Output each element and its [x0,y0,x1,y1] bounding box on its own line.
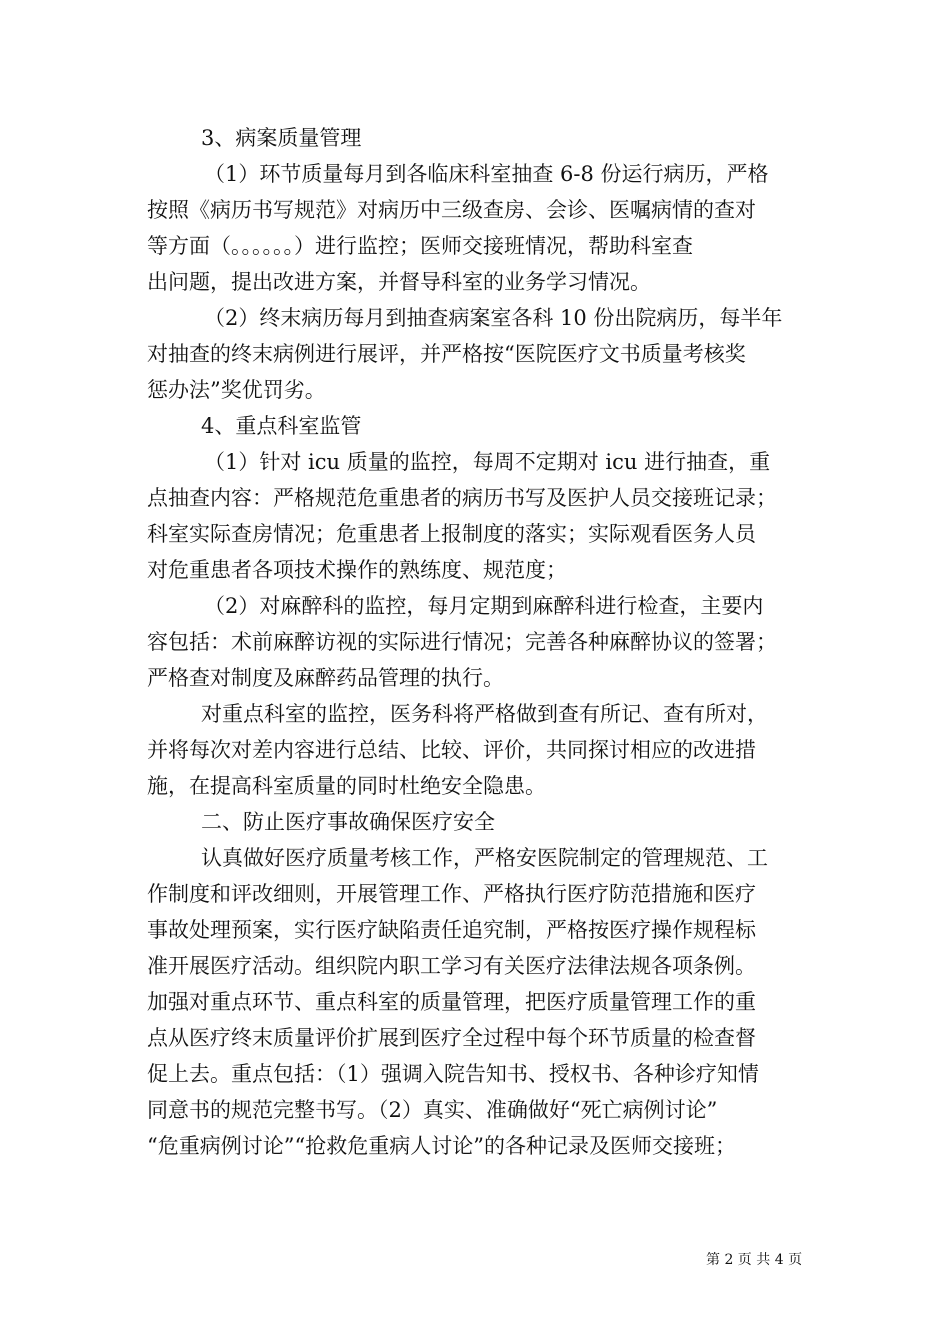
paragraph-line: “危重病例讨论”“抢救危重病人讨论”的各种记录及医师交接班； [147,1134,736,1158]
section-heading-3: 3、病案质量管理 [201,126,362,150]
paragraph-line: 等方面（。。。。。。）进行监控；医师交接班情况，帮助科室查 [147,234,693,258]
paragraph-line: 点从医疗终末质量评价扩展到医疗全过程中每个环节质量的检查督 [147,1026,756,1050]
paragraph-line: （1）环节质量每月到各临床科室抽查 6-8 份运行病历，严格 [204,162,769,186]
paragraph-line: 对抽查的终末病例进行展评，并严格按“医院医疗文书质量考核奖 [147,342,746,366]
paragraph-line: 同意书的规范完整书写。（2）真实、准确做好“死亡病例讨论” [147,1098,718,1122]
paragraph-line: 作制度和评改细则，开展管理工作、严格执行医疗防范措施和医疗 [147,882,756,906]
paragraph-line: 加强对重点环节、重点科室的质量管理，把医疗质量管理工作的重 [147,990,756,1014]
paragraph-line: 准开展医疗活动。组织院内职工学习有关医疗法律法规各项条例。 [147,954,756,978]
paragraph-line: 对重点科室的监控，医务科将严格做到查有所记、查有所对， [201,702,768,726]
paragraph-line: 出问题，提出改进方案，并督导科室的业务学习情况。 [147,270,651,294]
paragraph-line: 事故处理预案，实行医疗缺陷责任追究制，严格按医疗操作规程标 [147,918,756,942]
paragraph-line: 对危重患者各项技术操作的熟练度、规范度； [147,558,567,582]
section-heading-2: 二、防止医疗事故确保医疗安全 [201,810,495,834]
paragraph-line: （1）针对 icu 质量的监控，每周不定期对 icu 进行抽查，重 [204,450,771,474]
paragraph-line: （2）对麻醉科的监控，每月定期到麻醉科进行检查，主要内 [204,594,764,618]
paragraph-line: 认真做好医疗质量考核工作，严格安医院制定的管理规范、工 [201,846,768,870]
paragraph-line: 促上去。重点包括：（1）强调入院告知书、授权书、各种诊疗知情 [147,1062,759,1086]
paragraph-line: 点抽查内容：严格规范危重患者的病历书写及医护人员交接班记录； [147,486,777,510]
paragraph-line: 惩办法”奖优罚劣。 [147,378,326,402]
paragraph-line: 按照《病历书写规范》对病历中三级查房、会诊、医嘱病情的查对 [147,198,756,222]
paragraph-line: （2）终末病历每月到抽查病案室各科 10 份出院病历，每半年 [204,306,783,330]
page-number: 第 2 页 共 4 页 [706,1252,803,1268]
paragraph-line: 施，在提高科室质量的同时杜绝安全隐患。 [147,774,546,798]
section-heading-4: 4、重点科室监管 [201,414,362,438]
paragraph-line: 科室实际查房情况；危重患者上报制度的落实；实际观看医务人员 [147,522,756,546]
paragraph-line: 并将每次对差内容进行总结、比较、评价，共同探讨相应的改进措 [147,738,756,762]
paragraph-line: 容包括：术前麻醉访视的实际进行情况；完善各种麻醉协议的签署； [147,630,777,654]
paragraph-line: 严格查对制度及麻醉药品管理的执行。 [147,666,504,690]
